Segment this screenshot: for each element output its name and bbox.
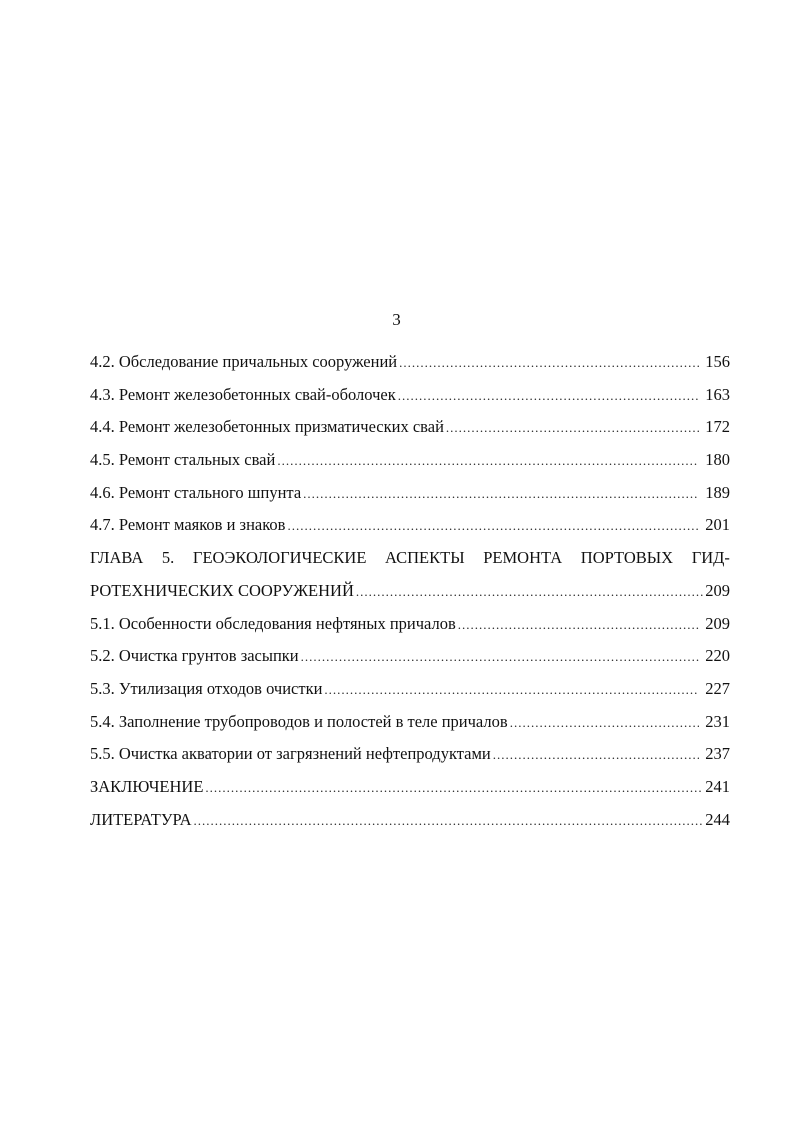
- toc-leader-dots: [277, 453, 699, 469]
- toc-entry-5-2: [90, 646, 730, 679]
- toc-entry-page: 209: [705, 580, 730, 600]
- toc-entry-title: 4.3. Ремонт железобетонных свай-оболочек: [90, 384, 396, 404]
- toc-entry-page: 231: [705, 711, 730, 731]
- toc-entry-title: 4.4. Ремонт железобетонных призматических свай: [90, 417, 444, 437]
- toc-entry-title: 5.1. Особенности обследования нефтяных причалов: [90, 613, 456, 633]
- toc-entry-conclusion: [90, 777, 730, 810]
- toc-entry-page: 244: [705, 809, 730, 829]
- chapter-word: ПОРТОВЫХ: [580, 548, 674, 568]
- toc-entry-4-7: [90, 515, 730, 548]
- toc-entry-title: 5.3. Утилизация отходов очистки: [90, 678, 323, 698]
- table-of-contents: [90, 352, 730, 842]
- toc-leader-dots: [446, 420, 699, 436]
- toc-entry-page: 180: [705, 450, 730, 470]
- toc-entry-title: РОТЕХНИЧЕСКИХ СООРУЖЕНИЙ: [90, 580, 354, 600]
- toc-entry-page: 227: [705, 678, 730, 698]
- toc-chapter-5-heading-line2: [90, 581, 730, 614]
- toc-leader-dots: [399, 355, 699, 371]
- toc-leader-dots: [205, 780, 703, 796]
- toc-leader-dots: [303, 486, 699, 502]
- toc-entry-page: 241: [705, 776, 730, 796]
- toc-entry-title: 4.6. Ремонт стального шпунта: [90, 482, 302, 502]
- chapter-word: ГЛАВА: [90, 548, 144, 568]
- toc-entry-title: 4.5. Ремонт стальных свай: [90, 450, 276, 470]
- toc-entry-page: 220: [705, 646, 730, 666]
- toc-leader-dots: [324, 682, 699, 698]
- toc-leader-dots: [287, 518, 699, 534]
- toc-entry-page: 189: [705, 482, 730, 502]
- chapter-word: ГЕОЭКОЛОГИЧЕСКИЕ: [192, 548, 367, 568]
- chapter-word: 5.: [161, 548, 175, 568]
- toc-entry-page: 237: [705, 744, 730, 764]
- toc-entry-title: 5.4. Заполнение трубопроводов и полостей в теле причалов: [90, 711, 508, 731]
- toc-leader-dots: [458, 617, 699, 633]
- toc-entry-title: 5.5. Очистка акватории от загрязнений нефтепродуктами: [90, 744, 491, 764]
- toc-entry-page: 209: [705, 613, 730, 633]
- toc-entry-4-2: [90, 352, 730, 385]
- toc-entry-4-5: [90, 450, 730, 483]
- toc-entry-page: 201: [705, 515, 730, 535]
- toc-entry-5-4: [90, 712, 730, 745]
- toc-entry-page: 163: [705, 384, 730, 404]
- chapter-word: РЕМОНТА: [483, 548, 563, 568]
- toc-leader-dots: [301, 649, 700, 665]
- toc-entry-4-6: [90, 483, 730, 516]
- toc-entry-title: 5.2. Очистка грунтов засыпки: [90, 646, 299, 666]
- toc-entry-title: ЗАКЛЮЧЕНИЕ: [90, 776, 204, 796]
- toc-entry-5-1: [90, 614, 730, 647]
- toc-entry-title: ЛИТЕРАТУРА: [90, 809, 192, 829]
- toc-entry-title: 4.2. Обследование причальных сооружений: [90, 352, 398, 371]
- toc-entry-4-4: [90, 417, 730, 450]
- chapter-word: АСПЕКТЫ: [385, 548, 465, 568]
- toc-leader-dots: [356, 584, 703, 600]
- toc-entry-page: 172: [705, 417, 730, 437]
- chapter-word: ГИД-: [691, 548, 730, 568]
- toc-leader-dots: [510, 715, 700, 731]
- toc-entry-literature: [90, 810, 730, 843]
- toc-entry-title: 4.7. Ремонт маяков и знаков: [90, 515, 286, 535]
- toc-entry-4-3: [90, 385, 730, 418]
- toc-entry-5-3: [90, 679, 730, 712]
- toc-entry-page: 156: [705, 352, 730, 371]
- page-number: 3: [392, 310, 401, 329]
- toc-chapter-5-heading-line1: [90, 548, 730, 581]
- toc-entry-5-5: [90, 744, 730, 777]
- toc-leader-dots: [398, 388, 700, 404]
- toc-leader-dots: [493, 747, 700, 763]
- toc-leader-dots: [194, 813, 704, 829]
